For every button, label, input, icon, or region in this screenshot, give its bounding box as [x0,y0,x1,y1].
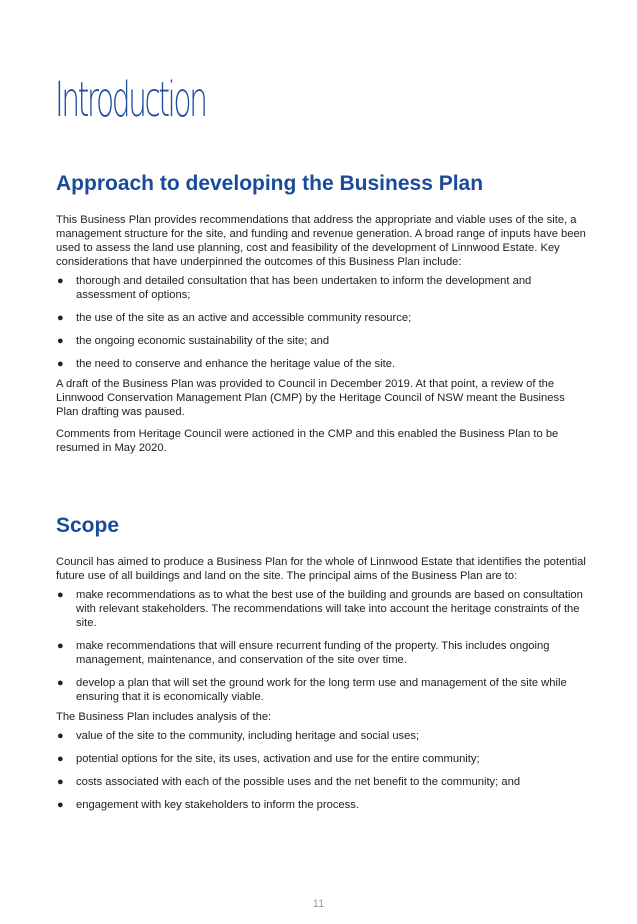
bullet-icon: ● [57,753,64,765]
list-item-text: thorough and detailed consultation that has been undertaken to inform the development and assessment of options; [76,275,532,301]
bullet-icon: ● [57,799,64,811]
list-item [56,588,586,630]
list-item [56,334,586,348]
list-item-text: costs associated with each of the possible uses and the net benefit to the community; and [76,776,521,788]
list-item [56,752,586,766]
list-item-text: engagement with key stakeholders to inform the process. [76,799,359,811]
bullet-icon: ● [57,730,64,742]
scope-intro-paragraph: Council has aimed to produce a Business Plan for the whole of Linnwood Estate that identifies the potential future use of all buildings and land on the site. The principal aims of the Business Plan are to: [56,556,586,582]
list-item-text: the use of the site as an active and accessible community resource; [76,312,412,324]
list-item [56,676,586,704]
section-heading-approach: Approach to developing the Business Plan [56,172,484,195]
page-title: Introduction [55,72,206,128]
bullet-icon: ● [57,275,64,287]
list-item-text: the need to conserve and enhance the heritage value of the site. [76,358,396,370]
list-item [56,274,586,302]
bullet-icon: ● [57,776,64,788]
list-item-text: potential options for the site, its uses, activation and use for the entire community; [76,753,480,765]
list-item-text: value of the site to the community, including heritage and social uses; [76,730,420,742]
comments-paragraph: Comments from Heritage Council were actioned in the CMP and this enabled the Business Plan to be resumed in May 2020. [56,428,559,454]
section-heading-scope: Scope [56,514,120,537]
list-item [56,311,586,325]
draft-paragraph: A draft of the Business Plan was provided to Council in December 2019. At that point, a review of the Linnwood Conservation Management Plan (CMP) by the Heritage Council of NSW meant the Business Plan drafting was paused. [56,378,565,418]
list-item-text: make recommendations that will ensure recurrent funding of the property. This includes ongoing management, maintenance, and conservation of the site over time. [76,640,550,666]
list-item-text: make recommendations as to what the best use of the building and grounds are based on consultation with relevant stakeholders. The recommendations will take into account the heritage constraints of the site. [76,589,583,629]
bullet-icon: ● [57,589,64,601]
scope-analysis-list [56,729,586,812]
list-item-text: the ongoing economic sustainability of the site; and [76,335,330,347]
bullet-icon: ● [57,335,64,347]
list-item [56,639,586,667]
bullet-icon: ● [57,312,64,324]
approach-section [56,171,586,455]
scope-aims-list [56,588,586,704]
list-item [56,729,586,743]
list-item [56,798,586,812]
analysis-intro-paragraph: The Business Plan includes analysis of the: [56,711,272,723]
bullet-icon: ● [57,358,64,370]
list-item [56,775,586,789]
approach-considerations-list [56,274,586,371]
approach-intro-paragraph: This Business Plan provides recommendations that address the appropriate and viable uses of the site, a management structure for the site, and funding and revenue generation. A broad range of inputs have been used to assess the land use planning, cost and feasibility of the development of Linnwood Estate. Key considerations that have underpinned the outcomes of this Business Plan include: [56,214,586,268]
page-number: 11 [312,898,325,910]
list-item-text: develop a plan that will set the ground work for the long term use and management of the site while ensuring that it is economically viable. [76,677,567,703]
bullet-icon: ● [57,640,64,652]
scope-section [56,513,586,821]
bullet-icon: ● [57,677,64,689]
list-item [56,357,586,371]
